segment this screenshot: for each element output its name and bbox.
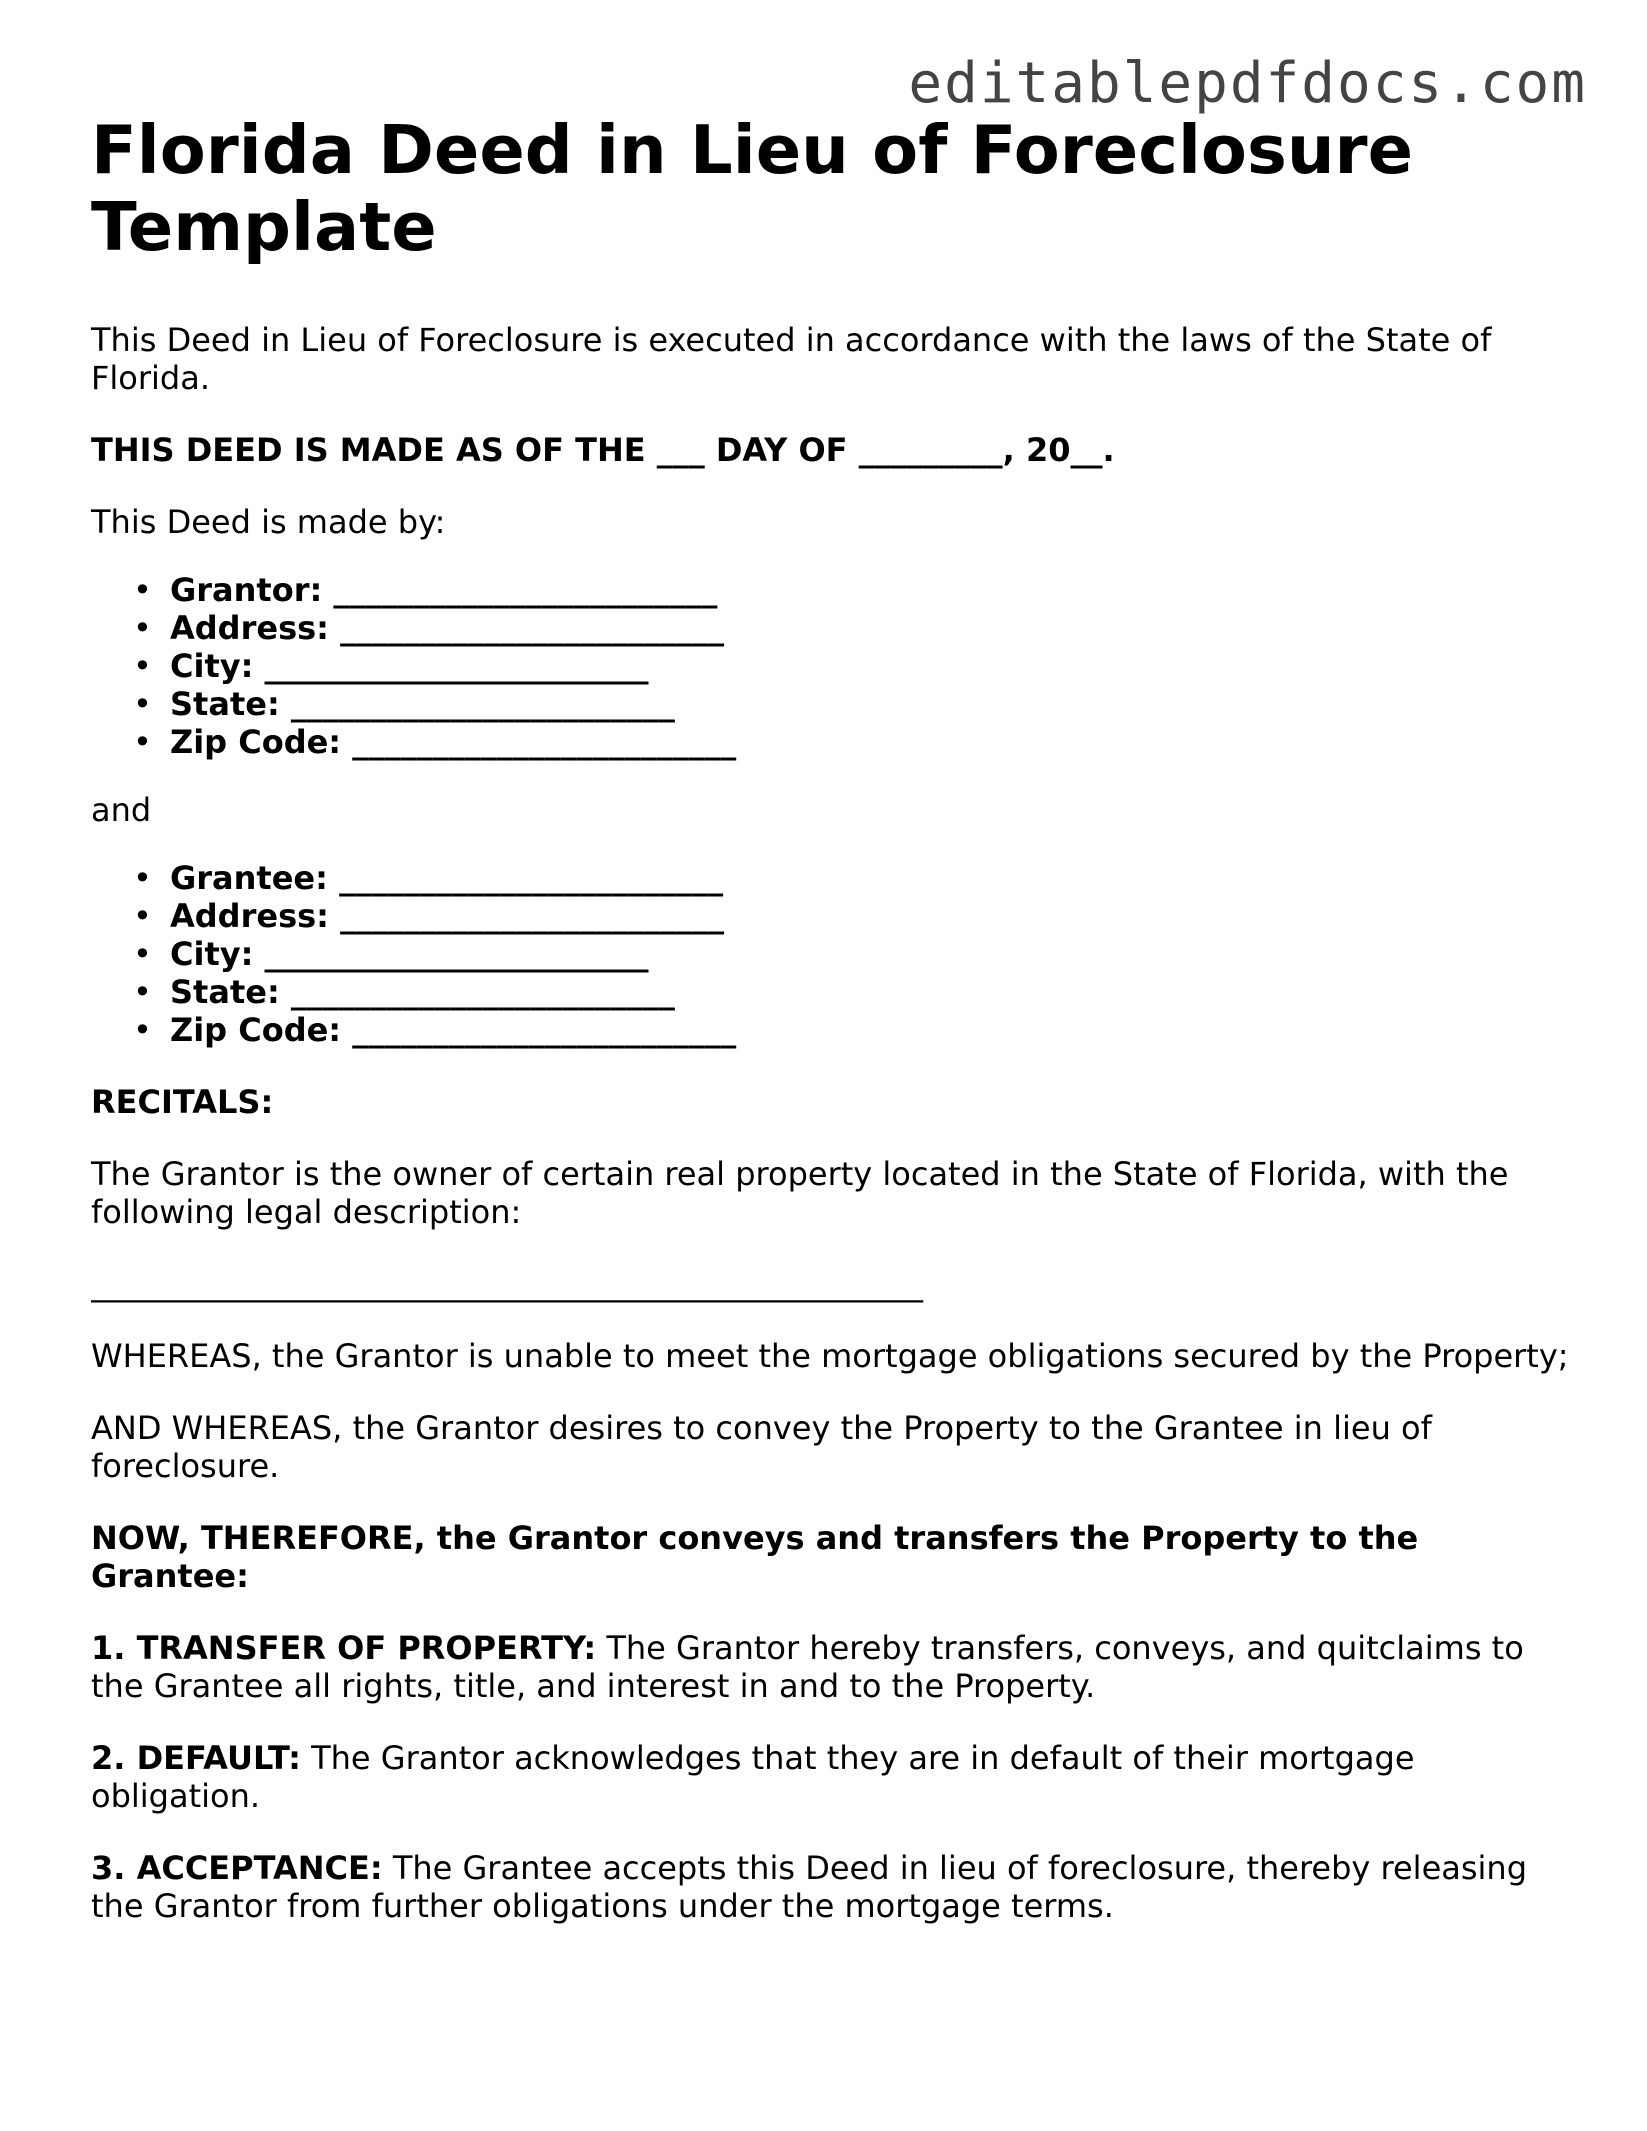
clause-acceptance [91, 1849, 1571, 1925]
clause-text: The Grantor acknowledges that they are in default of their mortgage obligation. [91, 1739, 1415, 1815]
grantor-address-field[interactable]: • Address: ________________________ [133, 609, 725, 647]
clause-label: 1. TRANSFER OF PROPERTY: [91, 1629, 597, 1667]
made-by-text: This Deed is made by: [91, 503, 446, 541]
legal-description-field[interactable]: ____________________________________________________ [91, 1265, 923, 1303]
and-text: and [91, 791, 152, 829]
grantor-zip-field[interactable]: • Zip Code: ________________________ [133, 723, 737, 761]
bullet-icon: • [133, 1011, 152, 1049]
bullet-icon: • [133, 609, 152, 647]
bullet-icon: • [133, 973, 152, 1011]
clause-label: 2. DEFAULT: [91, 1739, 301, 1777]
grantor-state-field[interactable]: • State: ________________________ [133, 685, 675, 723]
document-title: Florida Deed in Lieu of Foreclosure Template [91, 111, 1414, 266]
clause-label: 3. ACCEPTANCE: [91, 1849, 383, 1887]
bullet-icon: • [133, 935, 152, 973]
whereas-clause-2: AND WHEREAS, the Grantor desires to convey the Property to the Grantee in lieu of foreclosure. [91, 1409, 1432, 1485]
clause-text: The Grantee accepts this Deed in lieu of foreclosure, thereby releasing the Grantor from further obligations under the mortgage terms. [91, 1849, 1528, 1925]
grantee-name-field[interactable]: • Grantee: ________________________ [133, 859, 724, 897]
now-therefore-clause: NOW, THEREFORE, the Grantor conveys and transfers the Property to the Grantee: [91, 1519, 1419, 1595]
clause-transfer-of-property [91, 1629, 1571, 1705]
grantor-city-field[interactable]: • City: ________________________ [133, 647, 649, 685]
document-body [91, 112, 1571, 1925]
grantee-zip-field[interactable]: • Zip Code: ________________________ [133, 1011, 737, 1049]
bullet-icon: • [133, 859, 152, 897]
recitals-heading: RECITALS: [91, 1083, 274, 1121]
grantee-fields-list [91, 859, 1571, 1049]
bullet-icon: • [133, 571, 152, 609]
whereas-clause-1: WHEREAS, the Grantor is unable to meet the mortgage obligations secured by the Property; [91, 1337, 1569, 1375]
bullet-icon: • [133, 685, 152, 723]
bullet-icon: • [133, 897, 152, 935]
deed-date-line: THIS DEED IS MADE AS OF THE ___ DAY OF _________, 20__. [91, 431, 1115, 469]
grantee-state-field[interactable]: • State: ________________________ [133, 973, 675, 1011]
grantor-fields-list [91, 571, 1571, 761]
property-description-text: The Grantor is the owner of certain real property located in the State of Florida, with the following legal description: [91, 1155, 1509, 1231]
clause-text: The Grantor hereby transfers, conveys, and quitclaims to the Grantee all rights, title, and interest in and to the Property. [91, 1629, 1524, 1705]
intro-paragraph: This Deed in Lieu of Foreclosure is executed in accordance with the laws of the State of Florida. [91, 321, 1492, 397]
bullet-icon: • [133, 647, 152, 685]
grantor-name-field[interactable]: • Grantor: ________________________ [133, 571, 718, 609]
bullet-icon: • [133, 723, 152, 761]
grantee-city-field[interactable]: • City: ________________________ [133, 935, 649, 973]
grantee-address-field[interactable]: • Address: ________________________ [133, 897, 725, 935]
watermark: editablepdfdocs.com [908, 51, 1587, 116]
clause-default [91, 1739, 1571, 1815]
